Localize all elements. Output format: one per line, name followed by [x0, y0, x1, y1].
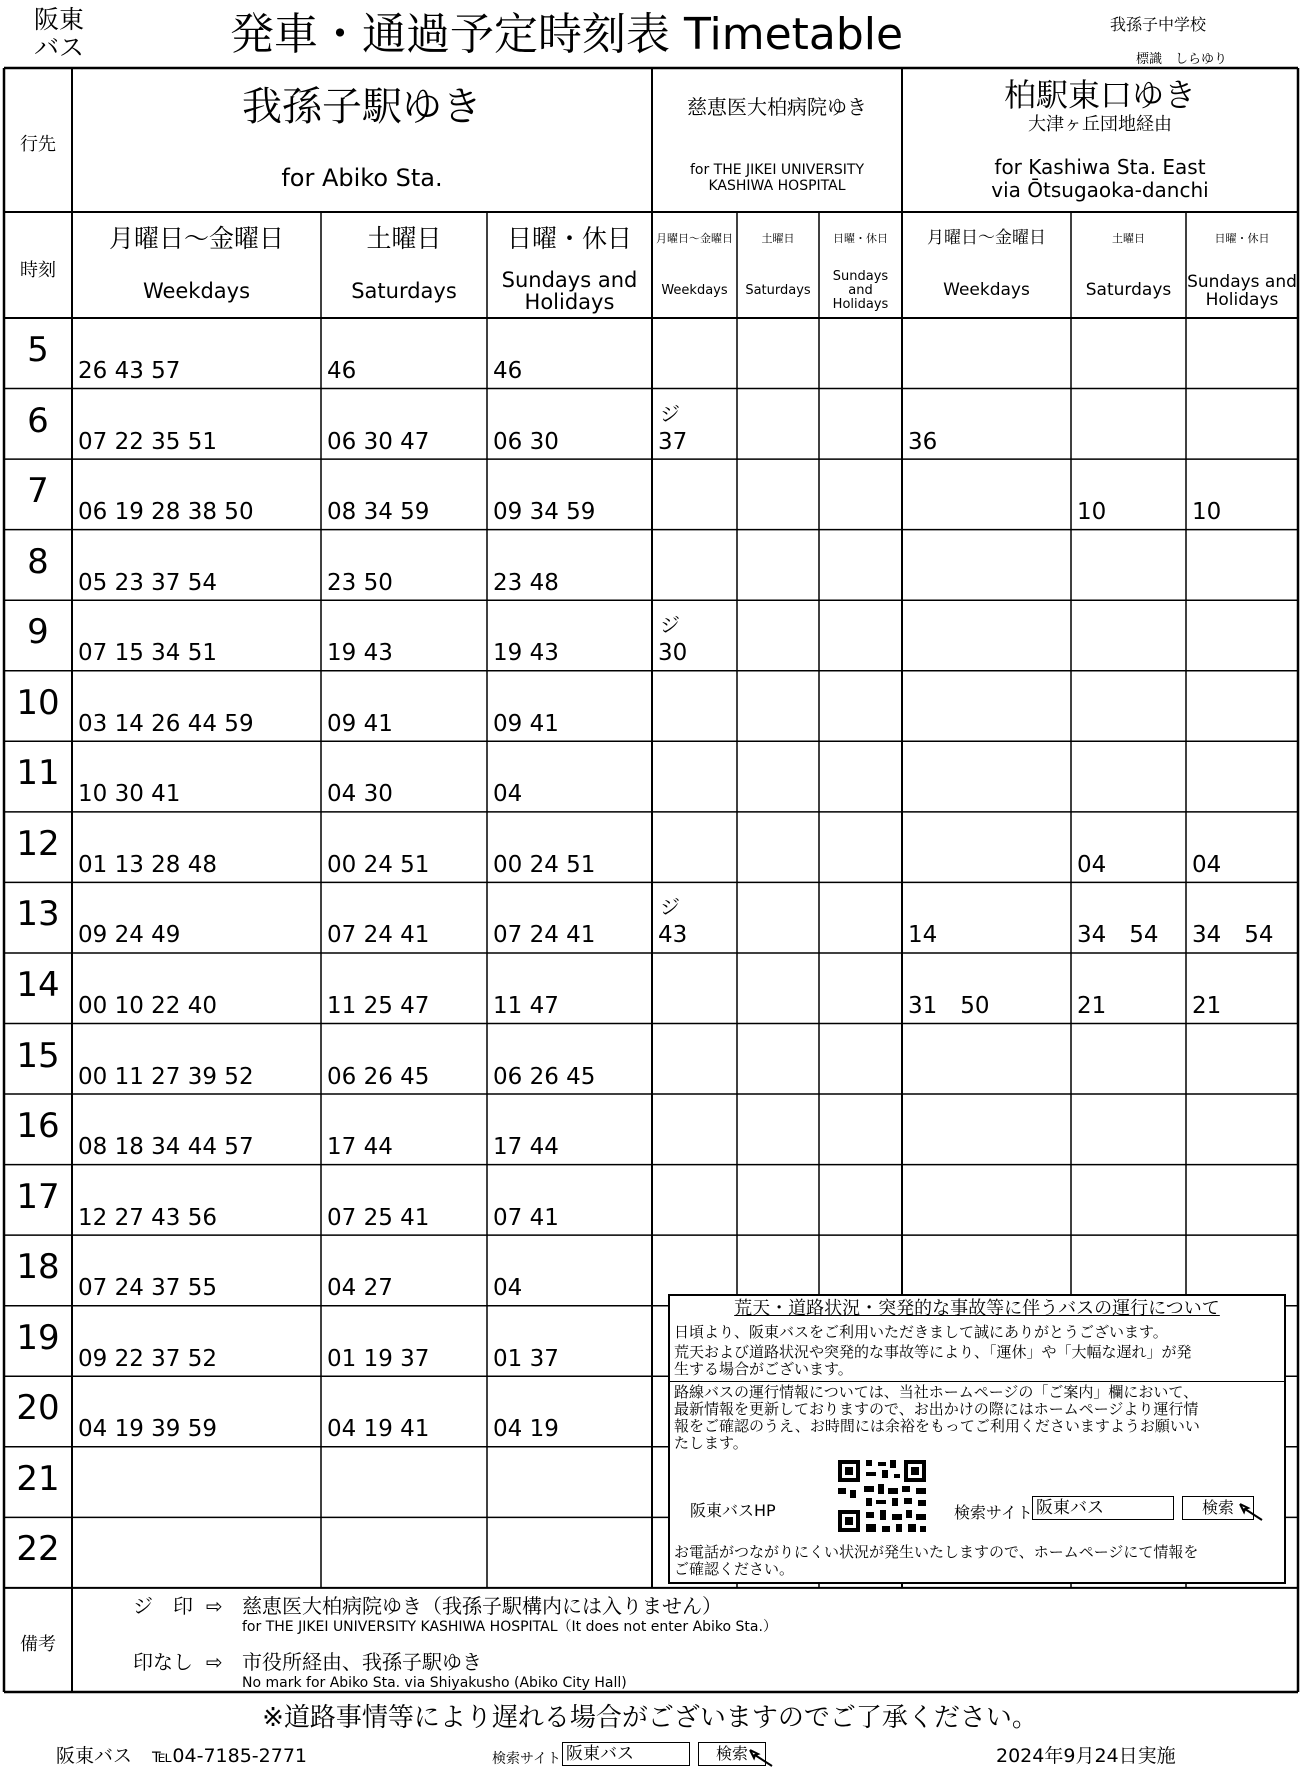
departure-times: 01 19 37 — [327, 1345, 430, 1372]
notice-p2b: 生する場合がございます。 — [674, 1360, 853, 1378]
notice-search-button-label: 検索 — [1201, 1498, 1234, 1517]
departure-times: 19 43 — [327, 640, 393, 667]
departure-times: 04 19 41 — [327, 1416, 430, 1443]
notice-p3c: 報をご確認のうえ、お時間には余裕をもってご利用くださいますようお願いい — [674, 1417, 1200, 1435]
dest-jikei-en-2: KASHIWA HOSPITAL — [708, 178, 846, 194]
hour-18: 18 — [16, 1247, 60, 1288]
footer-tel[interactable]: ℡04-7185-2771 — [152, 1745, 308, 1767]
label-time: 時刻 — [20, 260, 56, 281]
hour-20: 20 — [16, 1388, 60, 1429]
hour-12: 12 — [16, 823, 60, 864]
day-saturdays-jp-kashiwa: 土曜日 — [1112, 232, 1145, 245]
footer-search-button-label: 検索 — [715, 1744, 748, 1763]
hour-6: 6 — [27, 400, 49, 441]
departure-times: 00 11 27 39 52 — [78, 1063, 254, 1090]
day-saturdays-en: Saturdays — [351, 279, 457, 303]
departure-times: 06 19 28 38 50 — [78, 499, 254, 526]
departure-times: 23 50 — [327, 569, 393, 596]
day-sundays-jp-kashiwa: 日曜・休日 — [1214, 232, 1270, 245]
departure-times: 04 — [1192, 851, 1222, 878]
notice-search-input[interactable] — [1032, 1496, 1174, 1520]
departure-times: 07 25 41 — [327, 1204, 430, 1231]
legend-text-2-jp: 市役所経由、我孫子駅ゆき — [242, 1650, 482, 1674]
route-mark-ji: ジ — [660, 895, 680, 920]
departure-times: 04 27 — [327, 1275, 393, 1302]
departure-times: 17 44 — [327, 1134, 393, 1161]
departure-times: 09 24 49 — [78, 922, 181, 949]
notice-p3a: 路線バスの運行情報については、当社ホームページの「ご案内」欄において、 — [674, 1383, 1199, 1401]
departure-times: 09 22 37 52 — [78, 1345, 217, 1372]
hour-21: 21 — [16, 1458, 60, 1499]
departure-times: 01 37 — [493, 1345, 559, 1372]
departure-times: 04 — [493, 1275, 523, 1302]
day-weekdays-jp: 月曜日～金曜日 — [108, 224, 284, 253]
hour-14: 14 — [16, 964, 60, 1005]
departure-times: 34 54 — [1077, 922, 1159, 949]
departure-times: 21 — [1077, 992, 1107, 1019]
departure-times: 14 — [908, 922, 938, 949]
legend-text-2-en: No mark for Abiko Sta. via Shiyakusho (Abiko City Hall) — [242, 1675, 627, 1691]
departure-times: 31 50 — [908, 992, 990, 1019]
departure-times: 05 23 37 54 — [78, 569, 217, 596]
departure-times: 06 30 — [493, 428, 559, 455]
departure-times: 10 — [1192, 499, 1222, 526]
departure-times: 07 22 35 51 — [78, 428, 217, 455]
departure-times: 36 — [908, 428, 938, 455]
legend-arrow-1-icon: ⇨ — [206, 1594, 223, 1618]
day-sundays-en-a: Sundays and — [501, 268, 638, 292]
departure-times: 34 54 — [1192, 922, 1274, 949]
day-sundays-en-jikei-1: Sundays — [832, 269, 889, 284]
footer-search-label: 検索サイト — [492, 1751, 562, 1767]
day-saturdays-jp: 土曜日 — [366, 224, 442, 253]
departure-times: 07 24 41 — [327, 922, 430, 949]
hour-15: 15 — [16, 1035, 60, 1076]
hour-16: 16 — [16, 1106, 60, 1147]
day-saturdays-en-jikei: Saturdays — [745, 283, 811, 298]
departure-times: 11 25 47 — [327, 992, 430, 1019]
departure-times: 10 — [1077, 499, 1107, 526]
day-sundays-jp-jikei: 日曜・休日 — [833, 232, 888, 245]
departure-times: 23 48 — [493, 569, 559, 596]
route-mark-ji: ジ — [660, 401, 680, 426]
departure-times: 46 — [327, 358, 357, 384]
label-remarks: 備考 — [20, 1634, 56, 1655]
departure-times: 10 30 41 — [78, 781, 181, 808]
departure-times: 00 24 51 — [327, 851, 430, 878]
stop-name: 我孫子中学校 — [1110, 15, 1207, 34]
departure-times: 09 41 — [493, 710, 559, 737]
departure-times: 04 30 — [327, 781, 393, 808]
departure-times: 00 24 51 — [493, 851, 596, 878]
delay-notice: ※道路事情等により遅れる場合がございますのでご了承ください。 — [262, 1703, 1038, 1733]
service-notice — [668, 1294, 1286, 1584]
legend-text-1-jp: 慈恵医大柏病院ゆき（我孫子駅構内には入りません） — [242, 1594, 722, 1618]
dest-kashiwa-jp: 柏駅東口ゆき — [1003, 76, 1196, 114]
day-saturdays-jp-jikei: 土曜日 — [761, 232, 795, 245]
day-sundays-jp: 日曜・休日 — [506, 224, 632, 253]
day-weekdays-en: Weekdays — [142, 279, 251, 303]
notice-p1: 日頃より、阪東バスをご利用いただきまして誠にありがとうございます。 — [674, 1323, 1168, 1341]
day-sundays-en-jikei-2: and — [848, 283, 873, 298]
route-mark-ji: ジ — [660, 613, 680, 638]
notice-hp-label: 阪東バスHP — [690, 1501, 776, 1520]
departure-times: 09 41 — [327, 710, 393, 737]
cursor-arrow-icon — [1236, 1500, 1266, 1522]
day-weekdays-jp-jikei: 月曜日～金曜日 — [656, 232, 733, 245]
day-weekdays-en-kashiwa: Weekdays — [943, 280, 1030, 300]
hour-9: 9 — [27, 612, 49, 653]
departure-times: 08 34 59 — [327, 499, 430, 526]
legend-no-mark: 印なし — [133, 1650, 193, 1674]
notice-search-label: 検索サイト — [954, 1503, 1033, 1522]
stop-sign-label: 標識 しらゆり — [1136, 52, 1228, 67]
day-sundays-en-kashiwa-a: Sundays and — [1187, 272, 1297, 292]
hour-13: 13 — [16, 894, 60, 935]
day-saturdays-en-kashiwa: Saturdays — [1085, 280, 1172, 300]
footer-search-input[interactable] — [562, 1742, 690, 1766]
hour-8: 8 — [27, 541, 49, 582]
hour-11: 11 — [16, 753, 60, 794]
dest-kashiwa-via-jp: 大津ヶ丘団地経由 — [1028, 114, 1172, 135]
departure-times: 00 10 22 40 — [78, 992, 217, 1019]
departure-times: 12 27 43 56 — [78, 1204, 217, 1231]
departure-times: 03 14 26 44 59 — [78, 710, 254, 737]
notice-p3b: 最新情報を更新しておりますので、お出かけの際にはホームページより運行情 — [674, 1400, 1199, 1418]
hour-19: 19 — [16, 1317, 60, 1358]
departure-times: 07 24 37 55 — [78, 1275, 217, 1302]
dest-abiko-en: for Abiko Sta. — [281, 164, 443, 192]
notice-p4b: ご確認ください。 — [674, 1560, 795, 1578]
footer-company: 阪東バス — [56, 1745, 133, 1767]
day-sundays-en-kashiwa-b: Holidays — [1205, 290, 1279, 310]
hour-22: 22 — [16, 1529, 60, 1570]
departure-times: 09 34 59 — [493, 499, 596, 526]
notice-p4a: お電話がつながりにくい状況が発生いたしますので、ホームページにて情報を — [674, 1543, 1199, 1561]
legend-text-1-en: for THE JIKEI UNIVERSITY KASHIWA HOSPITAL（It does not enter Abiko Sta.） — [242, 1619, 777, 1635]
legend-mark-ji: ジ 印 — [133, 1594, 193, 1618]
notice-p2a: 荒天および道路状況や突発的な事故等により、「運休」や「大幅な遅れ」が発 — [674, 1343, 1192, 1361]
departure-times: 07 41 — [493, 1204, 559, 1231]
qr-code-icon[interactable] — [836, 1458, 928, 1534]
hour-5: 5 — [27, 330, 49, 370]
notice-search-value: 阪東バス — [1036, 1498, 1104, 1518]
departure-times: 04 — [493, 781, 523, 808]
notice-title: 荒天・道路状況・突発的な事故等に伴うバスの運行について — [734, 1298, 1220, 1319]
departure-times: 11 47 — [493, 992, 559, 1019]
company-line-2: バス — [33, 33, 84, 62]
departure-times: 21 — [1192, 992, 1222, 1019]
departure-times: 04 — [1077, 851, 1107, 878]
departure-times: 17 44 — [493, 1134, 559, 1161]
departure-times: 43 — [658, 922, 688, 949]
dest-jikei-jp: 慈恵医大柏病院ゆき — [687, 95, 867, 119]
day-weekdays-jp-kashiwa: 月曜日～金曜日 — [927, 228, 1046, 248]
company-line-1: 阪東 — [33, 5, 84, 34]
day-sundays-en-jikei-3: Holidays — [832, 297, 889, 312]
departure-times: 06 30 47 — [327, 428, 430, 455]
day-weekdays-en-jikei: Weekdays — [661, 283, 728, 298]
footer-search-value: 阪東バス — [566, 1744, 634, 1764]
hour-10: 10 — [16, 682, 60, 723]
legend-arrow-2-icon: ⇨ — [206, 1650, 223, 1674]
departure-times: 26 43 57 — [78, 358, 181, 384]
departure-times: 46 — [493, 358, 523, 384]
departure-times: 06 26 45 — [327, 1063, 430, 1090]
dest-kashiwa-en-1: for Kashiwa Sta. East — [994, 155, 1206, 179]
effective-date: 2024年9月24日実施 — [996, 1745, 1176, 1767]
dest-jikei-en-1: for THE JIKEI UNIVERSITY — [689, 162, 865, 178]
notice-p3d: たします。 — [674, 1434, 748, 1452]
departure-times: 08 18 34 44 57 — [78, 1134, 254, 1161]
departure-times: 30 — [658, 640, 688, 667]
departure-times: 06 26 45 — [493, 1063, 596, 1090]
day-sundays-en-b: Holidays — [524, 290, 615, 314]
dest-abiko-jp: 我孫子駅ゆき — [242, 84, 482, 130]
footer-cursor-arrow-icon — [746, 1746, 776, 1768]
departure-times: 07 15 34 51 — [78, 640, 217, 667]
departure-times: 04 19 39 59 — [78, 1416, 217, 1443]
departure-times: 19 43 — [493, 640, 559, 667]
departure-times: 04 19 — [493, 1416, 559, 1443]
hour-7: 7 — [27, 471, 49, 512]
departure-times: 01 13 28 48 — [78, 851, 217, 878]
departure-times: 37 — [658, 428, 688, 455]
page-title: 発車・通過予定時刻表 Timetable — [230, 9, 904, 60]
departure-times: 07 24 41 — [493, 922, 596, 949]
label-destination: 行先 — [20, 134, 56, 155]
hour-17: 17 — [16, 1176, 60, 1217]
dest-kashiwa-en-2: via Ōtsugaoka-danchi — [991, 178, 1209, 202]
